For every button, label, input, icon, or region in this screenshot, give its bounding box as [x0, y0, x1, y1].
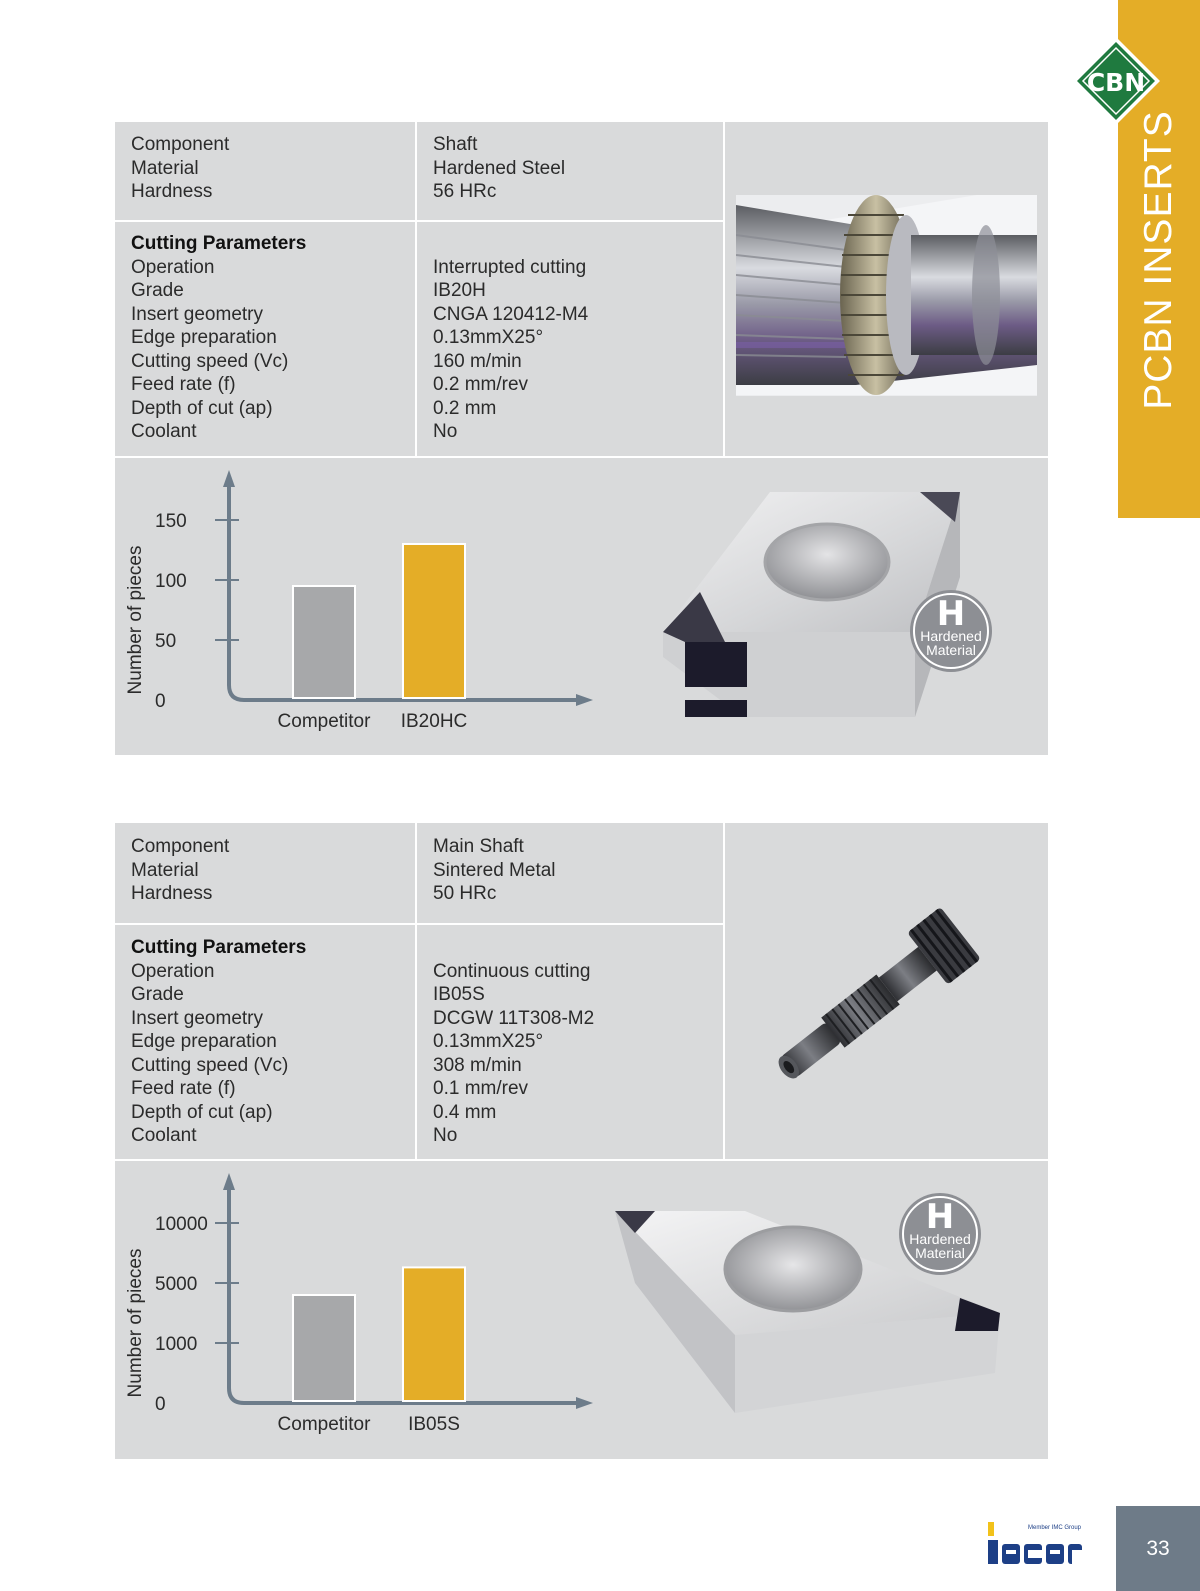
side-tab-title-wrap	[1118, 110, 1200, 410]
bar-competitor	[293, 1295, 355, 1401]
label-operation: Operation	[131, 960, 215, 982]
y-tick-label: 50	[155, 631, 177, 652]
case1-top-labels	[131, 133, 229, 204]
label-depth-of-cut: Depth of cut (ap)	[131, 397, 273, 419]
chart-1-ylabel: Number of pieces	[125, 545, 146, 695]
label-edge-preparation: Edge preparation	[131, 1031, 277, 1052]
category-label: IB05S	[408, 1414, 460, 1435]
logo-subtitle: Member IMC Group	[1028, 1525, 1082, 1531]
chart-2	[115, 1168, 635, 1458]
case1-param-values	[433, 256, 588, 444]
side-tab-title: PCBN INSERTS	[1137, 110, 1181, 410]
chart-2-categories	[278, 1414, 460, 1435]
value-depth-of-cut: 0.4 mm	[433, 1101, 497, 1123]
y-tick-label: 10000	[155, 1214, 208, 1235]
value-coolant: No	[433, 1125, 458, 1146]
value-component: Shaft	[433, 134, 478, 155]
case2-param-labels	[131, 936, 306, 1148]
bar-competitor	[293, 586, 355, 698]
label-cutting-speed: Cutting speed (Vc)	[131, 1054, 289, 1076]
main-shaft-photo	[743, 871, 1025, 1121]
y-axis-arrow-icon	[223, 1173, 235, 1190]
label-edge-preparation: Edge preparation	[131, 327, 277, 348]
value-operation: Continuous cutting	[433, 960, 591, 982]
label-coolant: Coolant	[131, 421, 197, 442]
label-cutting-speed: Cutting speed (Vc)	[131, 350, 289, 372]
value-coolant: No	[433, 421, 458, 442]
svg-text:Material: Material	[915, 1245, 965, 1261]
label-component: Component	[131, 836, 230, 857]
category-label: Competitor	[277, 1414, 371, 1435]
value-hardness: 50 HRc	[433, 883, 497, 904]
page-number: 33	[1116, 1506, 1200, 1591]
value-insert-geometry: DCGW 11T308-M2	[433, 1007, 595, 1029]
value-operation: Interrupted cutting	[433, 256, 587, 278]
value-grade: IB05S	[433, 984, 485, 1005]
x-axis-arrow-icon	[576, 1397, 593, 1409]
label-material: Material	[131, 859, 199, 881]
label-insert-geometry: Insert geometry	[131, 303, 263, 325]
value-feed-rate: 0.1 mm/rev	[433, 1078, 529, 1099]
value-component: Main Shaft	[433, 836, 524, 857]
hardened-material-badge-icon	[908, 588, 994, 674]
value-cutting-speed: 308 m/min	[433, 1054, 522, 1076]
y-tick-label: 5000	[155, 1274, 198, 1295]
x-axis-arrow-icon	[576, 694, 593, 706]
svg-text:Hardened: Hardened	[920, 628, 982, 644]
chart-2-ylabel: Number of pieces	[125, 1248, 146, 1398]
section-title-cutting-parameters: Cutting Parameters	[131, 937, 307, 958]
value-cutting-speed: 160 m/min	[433, 350, 522, 372]
case1-param-labels	[131, 232, 306, 444]
bar-ib05s	[403, 1267, 465, 1401]
cbn-badge-text: CBN	[1086, 68, 1146, 97]
case1-top-values	[433, 133, 565, 204]
y-tick-label: 150	[155, 511, 187, 532]
label-depth-of-cut: Depth of cut (ap)	[131, 1101, 273, 1123]
svg-text:Hardened: Hardened	[909, 1231, 971, 1247]
value-edge-preparation: 0.13mmX25°	[433, 1031, 544, 1052]
svg-text:Material: Material	[926, 642, 976, 658]
chart-1-ticks	[155, 511, 239, 712]
case-study-2	[115, 823, 1048, 1459]
chart-1-bars	[293, 544, 465, 698]
section-title-cutting-parameters: Cutting Parameters	[131, 233, 307, 254]
y-tick-label: 100	[155, 571, 187, 592]
label-insert-geometry: Insert geometry	[131, 1007, 263, 1029]
hardened-material-badge-icon	[897, 1191, 983, 1277]
y-tick-label: 0	[155, 691, 166, 712]
shaft-photo	[736, 195, 1037, 396]
value-material: Sintered Metal	[433, 859, 556, 881]
value-insert-geometry: CNGA 120412-M4	[433, 303, 589, 325]
category-label: IB20HC	[400, 711, 468, 732]
chart-1-categories	[278, 711, 468, 732]
chart-1	[115, 465, 635, 755]
case2-top-labels	[131, 835, 229, 906]
label-grade: Grade	[131, 280, 184, 301]
chart-2-ticks	[155, 1214, 239, 1415]
value-grade: IB20H	[433, 280, 486, 301]
label-operation: Operation	[131, 256, 215, 278]
label-hardness: Hardness	[131, 883, 213, 904]
case2-param-values	[433, 960, 594, 1148]
y-tick-label: 0	[155, 1394, 166, 1415]
value-material: Hardened Steel	[433, 157, 566, 179]
category-label: Competitor	[277, 711, 371, 732]
svg-text:H: H	[925, 1197, 955, 1237]
label-coolant: Coolant	[131, 1125, 197, 1146]
svg-text:H: H	[936, 594, 966, 634]
value-feed-rate: 0.2 mm/rev	[433, 374, 529, 395]
label-grade: Grade	[131, 984, 184, 1005]
case2-top-values	[433, 835, 556, 906]
label-material: Material	[131, 157, 199, 179]
value-hardness: 56 HRc	[433, 181, 497, 202]
chart-2-bars	[293, 1267, 465, 1401]
label-hardness: Hardness	[131, 181, 213, 202]
case-study-1	[115, 122, 1048, 755]
label-component: Component	[131, 134, 230, 155]
y-axis-arrow-icon	[223, 470, 235, 487]
label-feed-rate: Feed rate (f)	[131, 1078, 236, 1099]
y-tick-label: 1000	[155, 1334, 198, 1355]
value-edge-preparation: 0.13mmX25°	[433, 327, 544, 348]
bar-ib20hc	[403, 544, 465, 698]
label-feed-rate: Feed rate (f)	[131, 374, 236, 395]
cbn-badge-icon	[1071, 36, 1161, 126]
value-depth-of-cut: 0.2 mm	[433, 397, 497, 419]
